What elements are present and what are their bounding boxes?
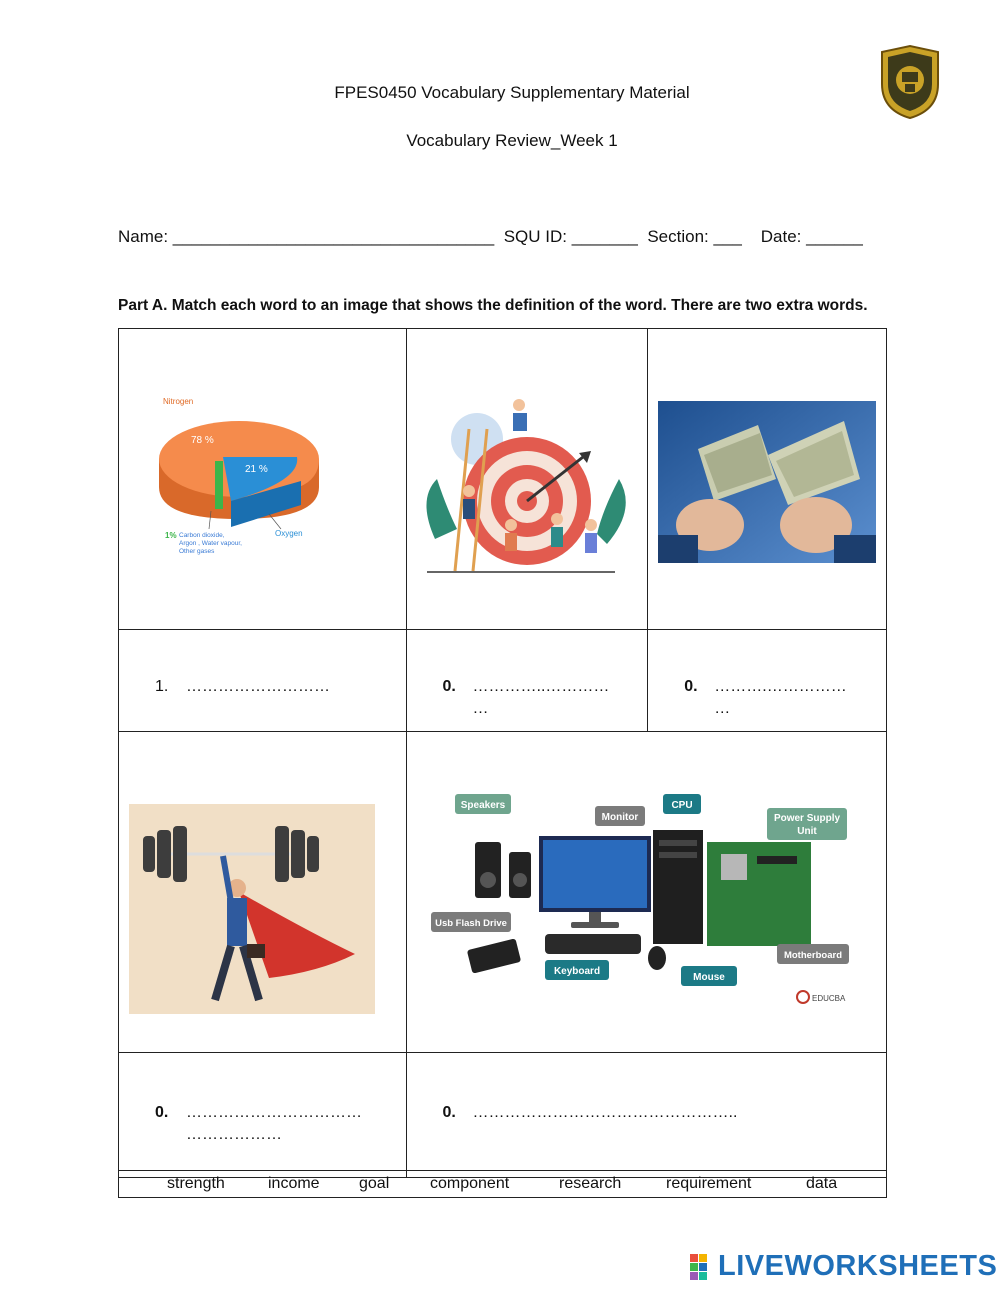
word-income[interactable]: income: [268, 1175, 320, 1192]
label-monitor: Monitor: [601, 812, 638, 823]
pie-label-other-3: Other gases: [179, 548, 215, 555]
image-cell-money: [648, 329, 887, 630]
university-seal-logo: [878, 44, 942, 120]
pie-label-other-1: Carbon dioxide,: [179, 532, 225, 539]
label-educba: EDUCBA: [811, 994, 845, 1003]
strength-hero-image: [119, 732, 405, 1047]
word-data[interactable]: data: [806, 1175, 838, 1192]
target-goal-image: [407, 329, 647, 624]
answer-cell-1[interactable]: [119, 630, 407, 732]
answer-blank[interactable]: …………………………………………..: [472, 1103, 738, 1121]
answer-cell-3[interactable]: [648, 630, 887, 732]
image-cell-strength: [119, 732, 407, 1053]
label-usb: Usb Flash Drive: [434, 918, 507, 929]
answer-blank[interactable]: ………………………: [186, 677, 330, 695]
answer-blank[interactable]: ……………………………: [186, 1103, 362, 1121]
answer-blank-continued[interactable]: ………………: [186, 1125, 282, 1143]
pie-label-nitrogen: Nitrogen: [163, 397, 194, 406]
document-title: FPES0450 Vocabulary Supplementary Material: [334, 83, 690, 102]
label-keyboard: Keyboard: [553, 966, 600, 977]
image-cell-pie-chart: [119, 329, 407, 630]
label-psu-2: Unit: [796, 826, 817, 837]
pie-label-1: 1%: [165, 531, 177, 540]
answer-number: 0.: [442, 1103, 456, 1121]
label-cpu: CPU: [670, 800, 693, 811]
label-speakers: Speakers: [460, 800, 505, 811]
word-strength[interactable]: strength: [167, 1175, 225, 1192]
answer-cell-2[interactable]: [406, 630, 648, 732]
pie-label-other-2: Argon , Water vapour,: [179, 540, 242, 547]
answer-number: 1.: [155, 677, 169, 695]
word-component[interactable]: component: [430, 1175, 510, 1192]
word-requirement[interactable]: requirement: [666, 1175, 752, 1192]
answer-blank[interactable]: …………..…………: [472, 677, 610, 695]
pie-chart-image: [119, 329, 405, 624]
answer-blank-continued[interactable]: …: [714, 699, 731, 717]
label-psu-1: Power Supply: [773, 813, 840, 824]
liveworksheets-logo-text: LIVEWORKSHEETS: [718, 1250, 998, 1282]
word-goal[interactable]: goal: [359, 1175, 390, 1192]
pie-label-21: 21 %: [245, 464, 268, 475]
pie-label-oxygen: Oxygen: [275, 529, 303, 538]
liveworksheets-logo-icon: [690, 1252, 716, 1286]
student-info-line[interactable]: Name: __________________________________ SQU ID: _______ Section: ___ Date: ______: [118, 227, 863, 246]
answer-blank-continued[interactable]: …: [472, 699, 489, 717]
document-subtitle: Vocabulary Review_Week 1: [406, 131, 618, 150]
computer-components-image: [407, 732, 886, 1047]
money-income-image: [648, 329, 885, 624]
answer-number: 0.: [155, 1103, 169, 1121]
word-bank: [118, 1170, 887, 1198]
label-mouse: Mouse: [692, 972, 725, 983]
part-a-instructions: Part A. Match each word to an image that shows the definition of the word. There are two extra words.: [118, 297, 868, 314]
answer-cell-5[interactable]: [406, 1053, 887, 1178]
image-cell-computer: [406, 732, 887, 1053]
word-research[interactable]: research: [559, 1175, 622, 1192]
label-motherboard: Motherboard: [783, 950, 842, 961]
pie-label-78: 78 %: [191, 435, 214, 446]
answer-cell-4[interactable]: [119, 1053, 407, 1178]
matching-table: [118, 328, 887, 1178]
answer-blank[interactable]: ……….……………: [714, 677, 847, 695]
answer-number: 0.: [442, 677, 456, 695]
answer-number: 0.: [684, 677, 698, 695]
image-cell-target: [406, 329, 648, 630]
